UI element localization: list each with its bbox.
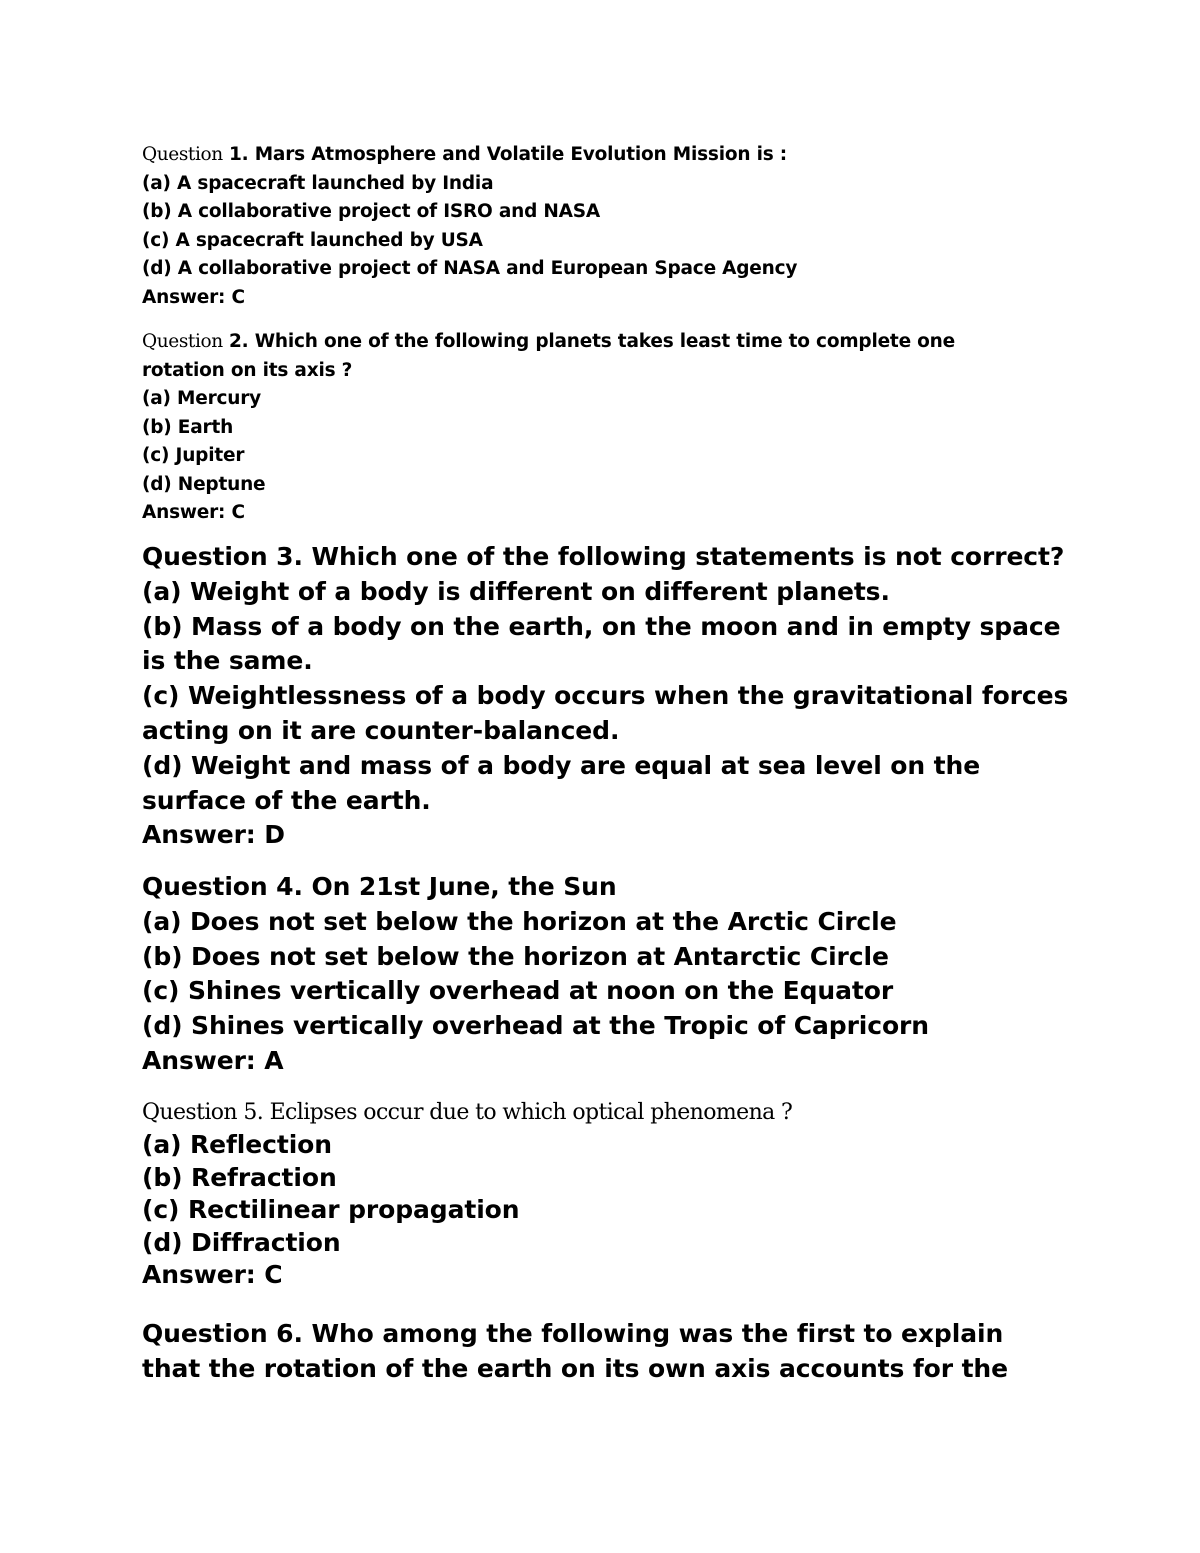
option-d-cont: surface of the earth. <box>142 785 431 815</box>
option-b: (b) A collaborative project of ISRO and NASA <box>142 201 600 222</box>
question-3 <box>142 540 1068 853</box>
option-c: (c) Weightlessness of a body occurs when the gravitational forces <box>142 681 1069 711</box>
question-label: Question <box>142 144 223 165</box>
question-6 <box>142 1317 1008 1387</box>
option-c: (c) A spacecraft launched by USA <box>142 229 483 251</box>
option-d: (d) A collaborative project of NASA and European Space Agency <box>142 258 798 279</box>
question-4-title: Question 4. On 21st June, the Sun <box>142 872 617 901</box>
option-a: (a) Reflection <box>142 1130 332 1159</box>
question-5 <box>142 1097 792 1292</box>
option-c: (c) Shines vertically overhead at noon on the Equator <box>142 976 894 1006</box>
question-1 <box>142 141 797 312</box>
option-c-cont: acting on it are counter-balanced. <box>142 715 620 745</box>
option-b-cont: is the same. <box>142 646 313 676</box>
option-d: (d) Shines vertically overhead at the Tropic of Capricorn <box>142 1011 929 1041</box>
option-a: (a) Does not set below the horizon at the Arctic Circle <box>142 906 897 936</box>
option-a: (a) Weight of a body is different on different planets. <box>142 576 890 606</box>
question-2 <box>142 328 955 528</box>
answer: Answer: C <box>142 286 245 308</box>
option-a: (a) Mercury <box>142 388 262 409</box>
question-2-title <box>142 328 955 357</box>
option-d: (d) Diffraction <box>142 1227 341 1257</box>
question-2-title-cont: rotation on its axis ? <box>142 359 353 381</box>
option-b: (b) Mass of a body on the earth, on the moon and in empty space <box>142 611 1061 641</box>
question-3-title: Question 3. Which one of the following statements is not correct? <box>142 542 1065 571</box>
question-6-title: Question 6. Who among the following was the first to explain <box>142 1319 1004 1348</box>
option-b: (b) Does not set below the horizon at Antarctic Circle <box>142 941 889 971</box>
question-label: Question <box>142 331 223 352</box>
option-b: (b) Earth <box>142 416 234 438</box>
option-d: (d) Weight and mass of a body are equal at sea level on the <box>142 750 981 780</box>
question-4 <box>142 870 929 1079</box>
option-c: (c) Jupiter <box>142 445 245 466</box>
question-1-text: 1. Mars Atmosphere and Volatile Evolution Mission is : <box>228 144 787 165</box>
option-a: (a) A spacecraft launched by India <box>142 172 494 194</box>
option-c: (c) Rectilinear propagation <box>142 1195 520 1224</box>
answer: Answer: A <box>142 1045 284 1075</box>
answer: Answer: C <box>142 502 245 523</box>
option-d: (d) Neptune <box>142 473 266 495</box>
question-6-title-cont: that the rotation of the earth on its own axis accounts for the <box>142 1353 1008 1383</box>
question-2-text: 2. Which one of the following planets takes least time to complete one <box>228 331 955 352</box>
question-5-title: Question 5. Eclipses occur due to which optical phenomena ? <box>142 1100 793 1125</box>
answer: Answer: D <box>142 820 285 850</box>
answer: Answer: C <box>142 1260 283 1289</box>
option-b: (b) Refraction <box>142 1162 337 1192</box>
question-1-title <box>142 141 797 170</box>
